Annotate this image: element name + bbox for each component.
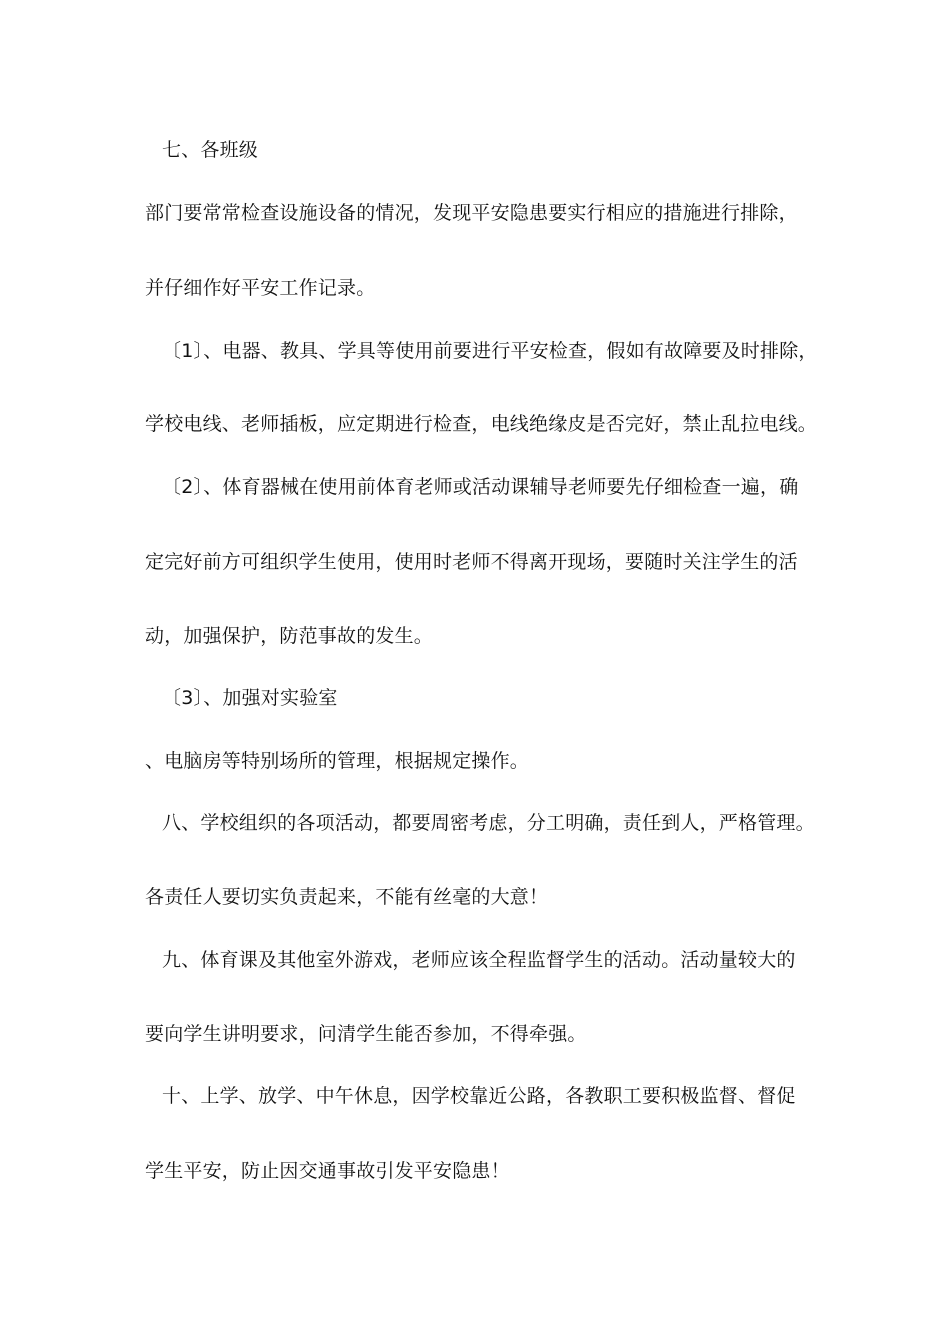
paragraph-line: 学生平安，防止因交通事故引发平安隐患！: [145, 1160, 510, 1182]
paragraph-line: 要向学生讲明要求，问清学生能否参加，不得牵强。: [145, 1023, 587, 1045]
paragraph-line: 部门要常常检查设施设备的情况，发现平安隐患要实行相应的措施进行排除，: [145, 202, 798, 224]
section-heading-eight: 八、学校组织的各项活动，都要周密考虑，分工明确，责任到人，严格管理。: [162, 812, 815, 834]
section-heading-ten: 十、上学、放学、中午休息，因学校靠近公路，各教职工要积极监督、督促: [162, 1085, 796, 1107]
list-item-2: 〔2〕、体育器械在使用前体育老师或活动课辅导老师要先仔细检查一遍，确: [162, 476, 799, 498]
section-heading-seven: 七、各班级: [162, 139, 259, 161]
paragraph-line: 、电脑房等特别场所的管理，根据规定操作。: [145, 750, 530, 772]
paragraph-line: 并仔细作好平安工作记录。: [145, 277, 376, 299]
paragraph-line: 各责任人要切实负责起来，不能有丝毫的大意！: [145, 886, 549, 908]
paragraph-line: 动，加强保护，防范事故的发生。: [145, 625, 434, 647]
paragraph-line: 定完好前方可组织学生使用，使用时老师不得离开现场，要随时关注学生的活: [145, 551, 798, 573]
paragraph-line: 学校电线、老师插板，应定期进行检查，电线绝缘皮是否完好，禁止乱拉电线。: [145, 413, 818, 435]
list-item-1: 〔1〕、电器、教具、学具等使用前要进行平安检查，假如有故障要及时排除，: [162, 340, 818, 362]
section-heading-nine: 九、体育课及其他室外游戏，老师应该全程监督学生的活动。活动量较大的: [162, 949, 796, 971]
list-item-3: 〔3〕、加强对实验室: [162, 687, 338, 709]
